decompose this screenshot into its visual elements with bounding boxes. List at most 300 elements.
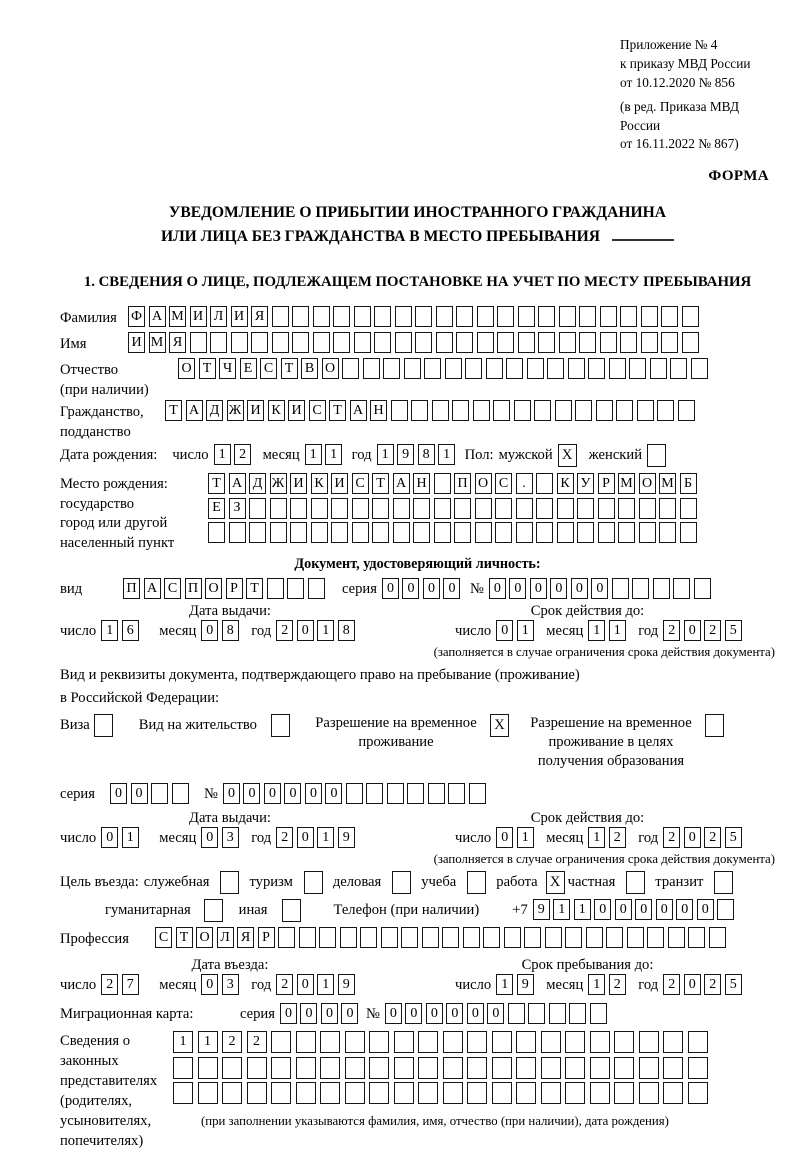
char-cell bbox=[428, 783, 445, 804]
char-cell bbox=[190, 332, 207, 353]
day-label: число bbox=[60, 623, 97, 640]
profession-label: Профессия bbox=[60, 931, 129, 948]
char-cell: Я bbox=[169, 332, 186, 353]
surname-cells bbox=[128, 306, 702, 327]
char-cell bbox=[534, 400, 551, 421]
migration-number-label: № bbox=[365, 1006, 380, 1023]
char-cell: 0 bbox=[550, 578, 567, 599]
id-doc-issue-title: Дата выдачи: bbox=[189, 603, 271, 620]
char-cell bbox=[609, 358, 626, 379]
char-cell: М bbox=[149, 332, 166, 353]
char-cell: 9 bbox=[517, 974, 534, 995]
char-cell: 2 bbox=[276, 827, 293, 848]
char-cell bbox=[272, 332, 289, 353]
month-label: месяц bbox=[159, 977, 197, 994]
char-cell: О bbox=[475, 473, 492, 494]
representatives-block bbox=[60, 1031, 775, 1151]
until-year-cells bbox=[663, 974, 745, 995]
char-cell: Т bbox=[329, 400, 346, 421]
char-cell: 2 bbox=[663, 827, 680, 848]
id-doc-kind-cells bbox=[123, 578, 328, 599]
temp-residence-label bbox=[310, 714, 482, 752]
char-cell bbox=[627, 927, 644, 948]
stay-doc-number-cells bbox=[223, 783, 490, 804]
char-cell bbox=[536, 498, 553, 519]
annex-note-line: от 16.11.2022 № 867) bbox=[620, 136, 739, 152]
representatives-label-line: Сведения о bbox=[60, 1033, 131, 1050]
month-label: месяц bbox=[159, 623, 197, 640]
char-cell: 2 bbox=[276, 620, 293, 641]
representatives-label-line: попечителях) bbox=[60, 1133, 144, 1150]
valid-day-cells bbox=[496, 827, 537, 848]
form-title bbox=[60, 201, 775, 248]
char-cell bbox=[372, 522, 389, 543]
representatives-note: (при заполнении указываются фамилия, имя, отчество (при наличии), дата рождения) bbox=[201, 1114, 669, 1129]
char-cell: 0 bbox=[201, 827, 218, 848]
char-cell bbox=[320, 1057, 340, 1079]
day-label: число bbox=[172, 447, 209, 464]
char-cell bbox=[198, 1057, 218, 1079]
day-label: число bbox=[60, 977, 97, 994]
char-cell: 0 bbox=[446, 1003, 463, 1024]
purpose-humanitarian-label: гуманитарная bbox=[105, 902, 191, 919]
char-cell: 0 bbox=[382, 578, 399, 599]
char-cell: К bbox=[268, 400, 285, 421]
char-cell bbox=[475, 522, 492, 543]
char-cell: 0 bbox=[297, 827, 314, 848]
char-cell: М bbox=[659, 473, 676, 494]
char-cell: 8 bbox=[418, 444, 435, 465]
char-cell: Ф bbox=[128, 306, 145, 327]
char-cell: С bbox=[495, 473, 512, 494]
char-cell: 0 bbox=[496, 620, 513, 641]
char-cell bbox=[445, 358, 462, 379]
char-cell: 2 bbox=[101, 974, 118, 995]
purpose-private-checkbox bbox=[626, 871, 645, 894]
purpose-opt-label: работа bbox=[496, 874, 538, 891]
month-label: месяц bbox=[546, 830, 584, 847]
char-cell bbox=[678, 400, 695, 421]
char-cell bbox=[508, 1003, 525, 1024]
char-cell: 0 bbox=[591, 578, 608, 599]
char-cell bbox=[393, 498, 410, 519]
char-cell bbox=[516, 522, 533, 543]
form-title-line2: ИЛИ ЛИЦА БЕЗ ГРАЖДАНСТВА В МЕСТО ПРЕБЫВАНИЯ bbox=[160, 227, 601, 245]
char-cell bbox=[249, 522, 266, 543]
char-cell bbox=[497, 306, 514, 327]
char-cell: 9 bbox=[397, 444, 414, 465]
char-cell bbox=[469, 783, 486, 804]
char-cell: Т bbox=[199, 358, 216, 379]
purpose-row bbox=[60, 871, 775, 894]
title-blank-line bbox=[612, 226, 674, 241]
entry-year-cells bbox=[276, 974, 358, 995]
char-cell: 0 bbox=[131, 783, 148, 804]
id-doc-number-label: № bbox=[469, 581, 484, 598]
stay-doc-series-row bbox=[60, 783, 775, 806]
char-cell bbox=[639, 1031, 659, 1053]
id-doc-series-cells bbox=[382, 578, 464, 599]
purpose-opt-label: деловая bbox=[332, 874, 382, 891]
form-title-line1: УВЕДОМЛЕНИЕ О ПРИБЫТИИ ИНОСТРАННОГО ГРАЖДАНИНА bbox=[168, 204, 667, 222]
stay-doc-series-cells bbox=[110, 783, 192, 804]
char-cell: 0 bbox=[676, 899, 693, 920]
char-cell: 0 bbox=[684, 827, 701, 848]
char-cell bbox=[222, 1057, 242, 1079]
char-cell: 2 bbox=[276, 974, 293, 995]
stay-doc-options-row bbox=[60, 714, 775, 771]
char-cell: 0 bbox=[305, 783, 322, 804]
purpose-opt-label: учеба bbox=[421, 874, 457, 891]
birthplace-block bbox=[60, 473, 775, 553]
char-cell bbox=[492, 1057, 512, 1079]
char-cell bbox=[290, 522, 307, 543]
birthplace-sublabel3: населенный пункт bbox=[60, 534, 175, 551]
char-cell bbox=[618, 498, 635, 519]
char-cell: 9 bbox=[338, 827, 355, 848]
patronymic-note: (при наличии) bbox=[60, 382, 149, 399]
char-cell: Д bbox=[249, 473, 266, 494]
char-cell: 1 bbox=[574, 899, 591, 920]
stay-doc-valid-date bbox=[455, 827, 754, 850]
char-cell bbox=[345, 1082, 365, 1104]
annex-line: Приложение № 4 bbox=[620, 37, 718, 52]
valid-year-cells bbox=[663, 827, 745, 848]
char-cell: 2 bbox=[247, 1031, 267, 1053]
char-cell: О bbox=[178, 358, 195, 379]
month-label: месяц bbox=[546, 977, 584, 994]
char-cell: 1 bbox=[317, 620, 334, 641]
char-cell bbox=[590, 1031, 610, 1053]
char-cell bbox=[691, 358, 708, 379]
representatives-label-line: (родителях, bbox=[60, 1093, 133, 1110]
char-cell bbox=[694, 578, 711, 599]
char-cell bbox=[536, 473, 553, 494]
char-cell bbox=[249, 498, 266, 519]
char-cell bbox=[374, 306, 391, 327]
char-cell: 0 bbox=[509, 578, 526, 599]
char-cell bbox=[492, 1031, 512, 1053]
day-label: число bbox=[455, 977, 492, 994]
char-cell bbox=[688, 1057, 708, 1079]
char-cell bbox=[313, 306, 330, 327]
char-cell: 0 bbox=[385, 1003, 402, 1024]
char-cell bbox=[313, 332, 330, 353]
purpose-transit-checkbox bbox=[714, 871, 733, 894]
char-cell: И bbox=[128, 332, 145, 353]
char-cell bbox=[411, 400, 428, 421]
char-cell: 5 bbox=[725, 827, 742, 848]
char-cell bbox=[588, 358, 605, 379]
char-cell: И bbox=[331, 473, 348, 494]
char-cell bbox=[452, 400, 469, 421]
char-cell bbox=[596, 400, 613, 421]
purpose-work-checkbox: X bbox=[546, 871, 565, 894]
char-cell: 8 bbox=[222, 620, 239, 641]
char-cell bbox=[413, 522, 430, 543]
char-cell: Н bbox=[370, 400, 387, 421]
char-cell: 1 bbox=[317, 974, 334, 995]
char-cell bbox=[296, 1031, 316, 1053]
id-doc-valid-note: (заполняется в случае ограничения срока действия документа) bbox=[433, 645, 775, 660]
char-cell bbox=[557, 498, 574, 519]
char-cell bbox=[308, 578, 325, 599]
char-cell bbox=[717, 899, 734, 920]
id-doc-series-label: серия bbox=[342, 581, 377, 598]
id-doc-kind-row bbox=[60, 578, 775, 601]
char-cell bbox=[659, 498, 676, 519]
issue-day-cells bbox=[101, 620, 142, 641]
char-cell bbox=[267, 578, 284, 599]
char-cell: 0 bbox=[594, 899, 611, 920]
char-cell bbox=[473, 400, 490, 421]
char-cell bbox=[333, 332, 350, 353]
char-cell bbox=[418, 1031, 438, 1053]
char-cell bbox=[394, 1082, 414, 1104]
char-cell bbox=[659, 522, 676, 543]
char-cell: 5 bbox=[725, 974, 742, 995]
char-cell: А bbox=[144, 578, 161, 599]
char-cell bbox=[483, 927, 500, 948]
char-cell: 0 bbox=[487, 1003, 504, 1024]
char-cell: И bbox=[190, 306, 207, 327]
char-cell bbox=[709, 927, 726, 948]
char-cell: 1 bbox=[198, 1031, 218, 1053]
purpose-row2 bbox=[60, 899, 775, 922]
phone-prefix: +7 bbox=[512, 902, 528, 919]
char-cell bbox=[345, 1057, 365, 1079]
char-cell: Т bbox=[372, 473, 389, 494]
char-cell bbox=[538, 306, 555, 327]
char-cell bbox=[369, 1031, 389, 1053]
char-cell: 0 bbox=[325, 783, 342, 804]
purpose-business-checkbox bbox=[392, 871, 411, 894]
stay-doc-issue-title: Дата выдачи: bbox=[189, 810, 271, 827]
char-cell bbox=[536, 522, 553, 543]
char-cell: Б bbox=[680, 473, 697, 494]
phone-label: Телефон (при наличии) bbox=[333, 902, 480, 919]
char-cell: 1 bbox=[173, 1031, 193, 1053]
char-cell: О bbox=[196, 927, 213, 948]
char-cell bbox=[641, 332, 658, 353]
char-cell bbox=[477, 332, 494, 353]
edu-residence-label-line3: получения образования bbox=[537, 753, 685, 770]
char-cell: 0 bbox=[297, 620, 314, 641]
annex-line: к приказу МВД России bbox=[620, 55, 751, 71]
char-cell: 0 bbox=[243, 783, 260, 804]
char-cell: С bbox=[309, 400, 326, 421]
id-doc-number-cells bbox=[489, 578, 715, 599]
id-doc-dates-row bbox=[60, 620, 775, 643]
birthplace-row3-cells bbox=[208, 522, 700, 543]
char-cell bbox=[493, 400, 510, 421]
issue-month-cells bbox=[201, 827, 242, 848]
char-cell bbox=[467, 1057, 487, 1079]
char-cell: Ж bbox=[270, 473, 287, 494]
char-cell bbox=[555, 400, 572, 421]
char-cell: Д bbox=[206, 400, 223, 421]
char-cell bbox=[383, 358, 400, 379]
char-cell bbox=[620, 306, 637, 327]
purpose-official-checkbox bbox=[220, 871, 239, 894]
char-cell bbox=[395, 332, 412, 353]
purpose-humanitarian-checkbox bbox=[204, 899, 223, 922]
char-cell bbox=[516, 1031, 536, 1053]
char-cell: 0 bbox=[341, 1003, 358, 1024]
char-cell: А bbox=[229, 473, 246, 494]
day-label: число bbox=[455, 830, 492, 847]
char-cell bbox=[467, 1082, 487, 1104]
year-label: год bbox=[251, 623, 272, 640]
char-cell bbox=[661, 306, 678, 327]
id-doc-kind-label: вид bbox=[60, 581, 83, 598]
char-cell: 0 bbox=[426, 1003, 443, 1024]
char-cell: Л bbox=[210, 306, 227, 327]
char-cell bbox=[296, 1082, 316, 1104]
char-cell bbox=[463, 927, 480, 948]
temp-residence-checkbox: X bbox=[490, 714, 509, 737]
birthplace-rows bbox=[208, 473, 700, 547]
char-cell bbox=[456, 306, 473, 327]
char-cell: 1 bbox=[377, 444, 394, 465]
char-cell bbox=[504, 927, 521, 948]
month-label: месяц bbox=[159, 830, 197, 847]
char-cell bbox=[680, 498, 697, 519]
char-cell bbox=[346, 783, 363, 804]
char-cell bbox=[434, 522, 451, 543]
char-cell: Т bbox=[281, 358, 298, 379]
char-cell bbox=[673, 578, 690, 599]
char-cell bbox=[395, 306, 412, 327]
char-cell: 2 bbox=[234, 444, 251, 465]
citizenship-row bbox=[60, 400, 775, 442]
char-cell: 0 bbox=[684, 620, 701, 641]
char-cell bbox=[436, 332, 453, 353]
char-cell: Т bbox=[165, 400, 182, 421]
char-cell: А bbox=[149, 306, 166, 327]
char-cell: 2 bbox=[609, 827, 626, 848]
valid-month-cells bbox=[588, 827, 629, 848]
char-cell bbox=[598, 522, 615, 543]
char-cell bbox=[475, 498, 492, 519]
char-cell bbox=[271, 1082, 291, 1104]
char-cell: О bbox=[322, 358, 339, 379]
form-title-line2-wrap bbox=[60, 225, 775, 248]
char-cell: 0 bbox=[496, 827, 513, 848]
char-cell: 5 bbox=[725, 620, 742, 641]
char-cell: 0 bbox=[530, 578, 547, 599]
birthdate-row bbox=[60, 444, 775, 467]
char-cell: 2 bbox=[704, 620, 721, 641]
edu-residence-label bbox=[525, 714, 697, 771]
char-cell bbox=[407, 783, 424, 804]
char-cell: Я bbox=[251, 306, 268, 327]
char-cell bbox=[641, 306, 658, 327]
temp-residence-label-line2: проживание bbox=[358, 734, 434, 751]
char-cell bbox=[575, 400, 592, 421]
char-cell bbox=[663, 1031, 683, 1053]
char-cell bbox=[271, 1057, 291, 1079]
month-label: месяц bbox=[546, 623, 584, 640]
char-cell bbox=[647, 927, 664, 948]
id-doc-heading: Документ, удостоверяющий личность: bbox=[294, 556, 541, 573]
id-doc-valid-title: Срок действия до: bbox=[530, 603, 645, 620]
char-cell bbox=[319, 927, 336, 948]
char-cell: 2 bbox=[663, 620, 680, 641]
char-cell: 0 bbox=[110, 783, 127, 804]
char-cell bbox=[590, 1003, 607, 1024]
citizenship-label: Гражданство, bbox=[60, 404, 144, 421]
stay-doc-number-label: № bbox=[204, 786, 218, 803]
id-doc-issue-date bbox=[60, 620, 367, 643]
char-cell bbox=[413, 498, 430, 519]
char-cell bbox=[424, 358, 441, 379]
char-cell bbox=[495, 498, 512, 519]
char-cell: 8 bbox=[338, 620, 355, 641]
edu-residence-label-line2: проживание в целях bbox=[548, 734, 674, 751]
char-cell bbox=[600, 306, 617, 327]
issue-year-cells bbox=[276, 827, 358, 848]
char-cell: 0 bbox=[223, 783, 240, 804]
char-cell bbox=[456, 332, 473, 353]
until-day-cells bbox=[496, 974, 537, 995]
char-cell: 1 bbox=[325, 444, 342, 465]
entry-dates-row bbox=[60, 974, 775, 997]
char-cell: 0 bbox=[300, 1003, 317, 1024]
char-cell: 1 bbox=[517, 620, 534, 641]
char-cell: С bbox=[164, 578, 181, 599]
char-cell: Р bbox=[226, 578, 243, 599]
char-cell: 0 bbox=[264, 783, 281, 804]
stay-doc-valid-note: (заполняется в случае ограничения срока действия документа) bbox=[433, 852, 775, 867]
char-cell bbox=[486, 358, 503, 379]
char-cell bbox=[653, 578, 670, 599]
char-cell: С bbox=[260, 358, 277, 379]
char-cell bbox=[549, 1003, 566, 1024]
char-cell: Р bbox=[598, 473, 615, 494]
birthdate-label: Дата рождения: bbox=[60, 447, 158, 464]
char-cell bbox=[547, 358, 564, 379]
entry-until-date bbox=[455, 974, 754, 997]
char-cell bbox=[516, 498, 533, 519]
stay-doc-issue-date bbox=[60, 827, 367, 850]
char-cell: 2 bbox=[609, 974, 626, 995]
char-cell bbox=[247, 1082, 267, 1104]
char-cell bbox=[270, 522, 287, 543]
char-cell bbox=[363, 358, 380, 379]
char-cell bbox=[477, 306, 494, 327]
char-cell bbox=[518, 332, 535, 353]
char-cell bbox=[354, 332, 371, 353]
char-cell: 2 bbox=[222, 1031, 242, 1053]
char-cell bbox=[374, 332, 391, 353]
char-cell bbox=[670, 358, 687, 379]
char-cell bbox=[577, 522, 594, 543]
entry-date bbox=[60, 974, 367, 997]
char-cell bbox=[454, 522, 471, 543]
representatives-label-line: законных bbox=[60, 1053, 119, 1070]
char-cell: Т bbox=[246, 578, 263, 599]
char-cell bbox=[545, 927, 562, 948]
char-cell bbox=[614, 1031, 634, 1053]
char-cell bbox=[454, 498, 471, 519]
representatives-label-line: представителях bbox=[60, 1073, 158, 1090]
birth-year-cells bbox=[377, 444, 459, 465]
char-cell: 1 bbox=[588, 974, 605, 995]
issue-day-cells bbox=[101, 827, 142, 848]
patronymic-row bbox=[60, 358, 775, 400]
surname-label: Фамилия bbox=[60, 310, 117, 327]
